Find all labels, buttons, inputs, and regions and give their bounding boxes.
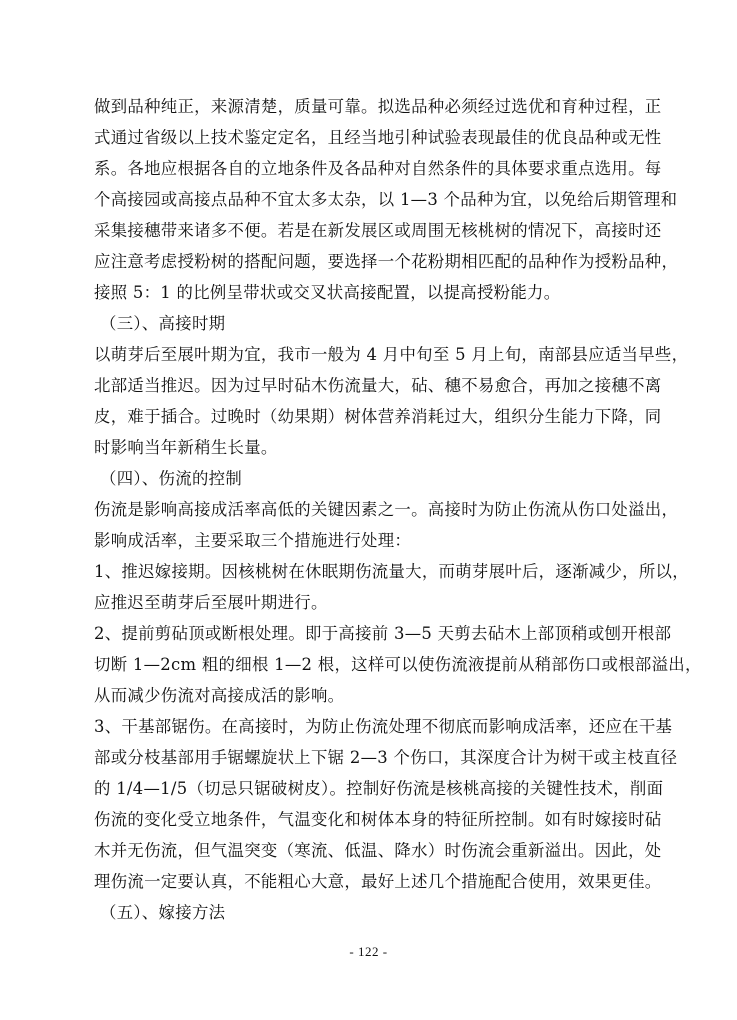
text-line: 从而减少伤流对高接成活的影响。 — [94, 686, 345, 705]
text-line: 采集接穗带来诸多不便。若是在新发展区或周围无核桃树的情况下，高接时还 — [94, 221, 662, 240]
text-line: 北部适当推迟。因为过早时砧木伤流量大，砧、穗不易愈合，再加之接穗不离 — [94, 376, 662, 395]
text-line: 式通过省级以上技术鉴定定名，且经当地引种试验表现最佳的优良品种或无性 — [94, 128, 662, 147]
text-line: 2、提前剪砧顶或断根处理。即于高接前 3—5 天剪去砧木上部顶稍或刨开根部 — [94, 624, 672, 643]
section-heading: （四）、伤流的控制 — [100, 469, 243, 488]
text-line: 伤流的变化受立地条件，气温变化和树体本身的特征所控制。如有时嫁接时砧 — [94, 810, 662, 829]
text-line: 伤流是影响高接成活率高低的关键因素之一。高接时为防止伤流从伤口处溢出， — [94, 500, 679, 519]
page-number: - 122 - — [349, 944, 388, 959]
text-line: 部或分枝基部用手锯螺旋状上下锯 2—3 个伤口，其深度合计为树干或主枝直径 — [94, 748, 678, 767]
text-line: 影响成活率，主要采取三个措施进行处理： — [94, 531, 412, 550]
section-heading: （三）、高接时期 — [100, 314, 226, 333]
text-line: 理伤流一定要认真，不能粗心大意，最好上述几个措施配合使用，效果更佳。 — [94, 872, 662, 891]
text-line: 皮，难于插合。过晚时（幼果期）树体营养消耗过大，组织分生能力下降，同 — [94, 407, 662, 426]
body-text — [94, 91, 702, 928]
section-heading: （五）、嫁接方法 — [100, 903, 226, 922]
text-line: 应注意考虑授粉树的搭配问题，要选择一个花粉期相匹配的品种作为授粉品种， — [94, 252, 679, 271]
text-line: 应推迟至萌芽后至展叶期进行。 — [94, 593, 328, 612]
text-line: 做到品种纯正，来源清楚，质量可靠。拟选品种必须经过选优和育种过程，正 — [94, 97, 662, 116]
text-line: 以萌芽后至展叶期为宜，我市一般为 4 月中旬至 5 月上旬，南部县应适当早些， — [94, 345, 689, 364]
text-line: 系。各地应根据各自的立地条件及各品种对自然条件的具体要求重点选用。每 — [94, 159, 662, 178]
text-line: 时影响当年新稍生长量。 — [94, 438, 278, 457]
text-line: 木并无伤流，但气温突变（寒流、低温、降水）时伤流会重新溢出。因此，处 — [94, 841, 662, 860]
text-line: 1、推迟嫁接期。因核桃树在休眠期伤流量大，而萌芽展叶后，逐渐减少，所以， — [94, 562, 689, 581]
text-line: 个高接园或高接点品种不宜太多太杂，以 1—3 个品种为宜，以免给后期管理和 — [94, 190, 678, 209]
text-line: 3、干基部锯伤。在高接时，为防止伤流处理不彻底而影响成活率，还应在干基 — [94, 717, 673, 736]
text-line: 切断 1—2cm 粗的细根 1—2 根，这样可以使伤流液提前从稍部伤口或根部溢出， — [94, 655, 702, 674]
text-line: 的 1/4—1/5（切忌只锯破树皮）。控制好伤流是核桃高接的关键性技术，削面 — [94, 779, 664, 798]
text-line: 接照 5：1 的比例呈带状或交叉状高接配置，以提高授粉能力。 — [94, 283, 561, 302]
